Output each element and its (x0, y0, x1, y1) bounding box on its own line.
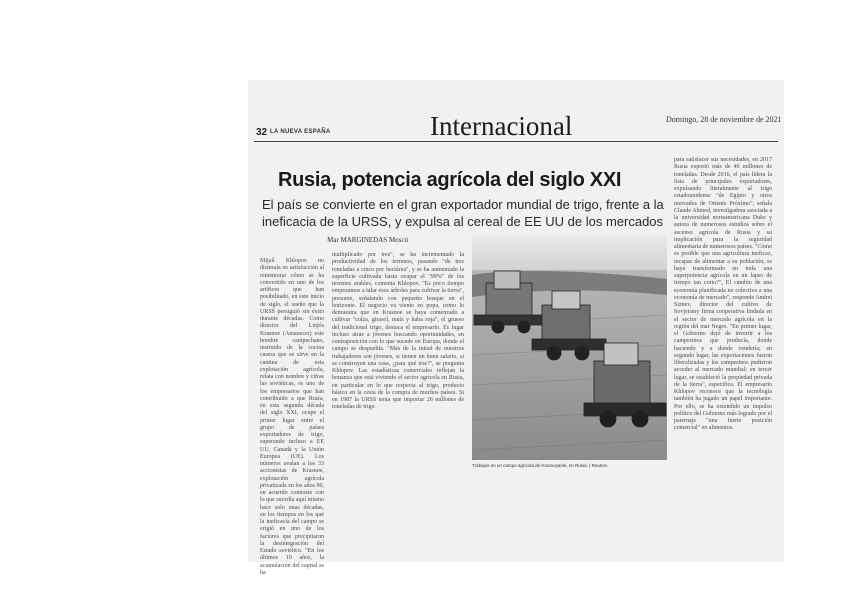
article-byline: Mar MARGINEDAS Moscú (327, 236, 408, 244)
article-column-left: Mijaíl Khlopov no disimula su satisfacción al rememorar cómo se ha convertido en uno de los artífices que han posibilitado, en este inicio de siglo, el sueño que la URSS persiguió sin éxito durante décadas. Como director del Linjós Krasnoe (Amanecer) este hombre campechano, instruido de la cocina casera que se sirve en la cantina de esta explotación agrícola, relata con nombre y cifras las soviéticas, es uno de los empresarios que han contribuido a que Rusia, en esta segunda década del siglo XXI, ocupe el primer lugar entre el grupo de países exportadores de trigo, superando incluso a EE UU, Canadá y la Unión Europea (UE). Los números avalan a los 33 accionistas de Krasnoe, explotación agrícola privatizada en los años 90, en acuerdo contraste con lo que sucedía aquí mismo hace solo unas décadas, en los tiempos en los que la ineficacia del campo se erigió en uno de los factores que precipitaron la desintegración del Estado soviético. "En los últimos 10 años, la acumulación del capital se ha (260, 258, 324, 576)
article-headline: Rusia, potencia agrícola del siglo XXI (278, 169, 622, 191)
section-title: Internacional (430, 111, 573, 141)
header-rule (254, 141, 778, 142)
newspaper-name: LA NUEVA ESPAÑA (270, 129, 331, 135)
article-column-right: para satisfacer sus necesidades, en 2017 Rusia exportó más de 40 millones de toneladas. Desde 2016, el país lidera la lista de principales exportadores, expulsando literalmente al trigo estadounidense "de Egipto y otros mercados de Oriente Próximo", señala Claude Ahmed, investigadora asociada a la universidad norteamericana Duke y autora de numerosos estudios sobre el ascenso agrícola de Rusia y su implicación para la seguridad alimentaria de numerosos países. "Cómo es posible que una agricultura ineficaz, incapaz de alimentar a su población, se haya transformado en toda una superpotencia agrícola en un lapso de tiempo tan corto?", El cambio de una economía planificada no colectiva a una economía de mercado", responde Andrei Siznev, director del cultivo de Sovjetsmy firma cooperativa lindada en el sector de mercado agrícola en la región del mar Negro. "En primer lugar, el Gobierno dejó de invertir a los campesinos que producía, donde haciendo y a donde vendería; en segundo lugar, las exportaciones fueron liberalizadas y los campesinos pudieron acceder al mercado mundial; en tercer lugar, se estableció la propiedad privada de la tierra", especifica. El empresario Khlopov reconoce que la tecnología también ha jugado un papel importante. Por ello, se ha extendido un impulso político del Gobierno más logrado por el paternaje "una fuerte posición comercial" en alimentos. (674, 157, 772, 432)
issue-date: Domingo, 28 de noviembre de 2021 (666, 115, 782, 124)
newspaper-page (248, 80, 784, 576)
combine-harvesters-image (472, 235, 667, 460)
article-column-middle: multiplicado por tres", se ha incrementado la productividad de los terrenos, pasando "de tres toneladas a cinco por hectárea", y se ha aumentado la superficie cultivada hasta ocupar el "99%" de los terrenos arables, comenta Khlopov. "Es poco tiempo empezamos a talar esos árboles para cultivar la tierra", presume, señalando con pequeño bosque en el horizonte. El negocio va viento en popa, como lo demuestra que en Krasnoe se haya comenzado a cultivar "colza, girasol, maíz y haba soja", el grueso del tradicional trigo, destaca el empresario. Es lugar incluso atrae a jóvenes buscando oportunidades, en contraposición con lo que sucede en Europa, donde el campo se despuebla. "Más de la mitad de nuestros trabajadores son jóvenes, si tienen un buen salario, si se construyen una casa, ¿para qué irse?", se pregunta Khlopov. Las estadísticas comerciales reflejan la bonanza que está viviendo el sector agrícola en Rusia, en particular en lo que respecta al trigo, producto básico en la cesta de la compra de muchos países. Si en 1987 la URSS tenía que importar 26 millones de toneladas de trigo (332, 252, 464, 411)
photo-caption: Trabajos en un campo agrícola de Krasnoyarsk, en Rusia. | Reuters (472, 463, 608, 468)
article-photo (472, 235, 667, 460)
article-subtitle: El país se convierte en el gran exportador mundial de trigo, frente a la ineficacia de la URSS, y expulsa al cereal de EE UU de los mercados (262, 197, 664, 229)
page-number: 32 (256, 127, 268, 138)
